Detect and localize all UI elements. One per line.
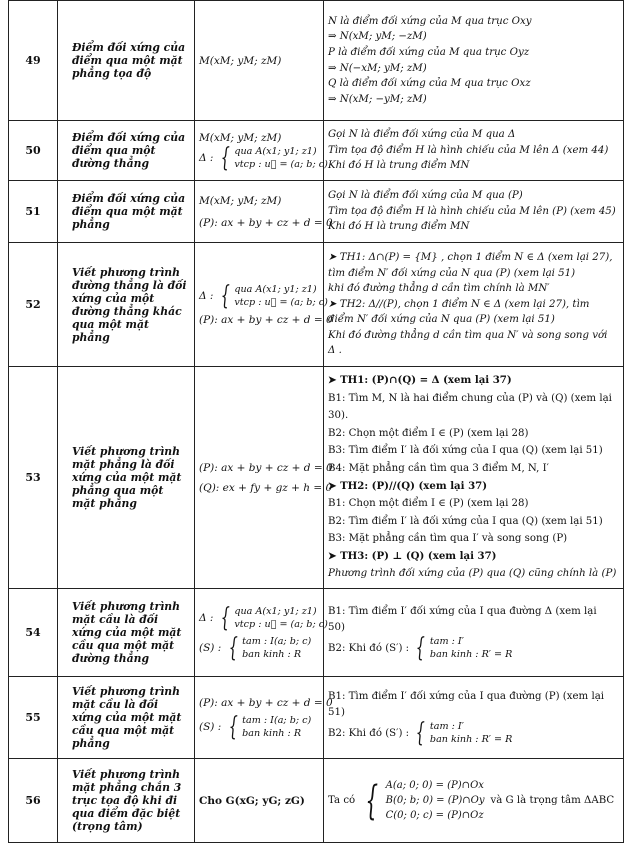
system-line: qua A(x1; y1; z1): [234, 283, 317, 295]
detail-line: Q là điểm đối xứng của M qua trục Oxz: [328, 78, 531, 90]
system-line: qua A(x1; y1; z1): [234, 605, 317, 617]
system-line: ban kinh : R′ = R: [429, 649, 513, 661]
row-detail: [324, 367, 624, 589]
detail-line: B2: Khi đó (S′) :: [328, 643, 410, 655]
system-line: vtcp : u⃗ = (a; b; c): [234, 158, 328, 170]
case-heading: ➤ TH1: (P)∩(Q) = Δ (xem lại 37): [328, 373, 512, 386]
row-detail: [324, 759, 624, 843]
system-line: ban kinh : R: [242, 727, 302, 739]
row-title: Điểm đối xứng của điểm qua một mặt phẳng tọa độ: [58, 1, 195, 121]
row-title: Viết phương trình đường thẳng là đối xứng của một đường thẳng khác qua một mặt phẳng: [58, 243, 195, 367]
brace-icon: {: [365, 777, 379, 824]
row-number: 49: [9, 1, 58, 121]
detail-line: điểm N′ đối xứng của N qua (P) (xem lại 51): [328, 314, 555, 326]
row-detail: [324, 677, 624, 759]
detail-line: 30).: [328, 410, 349, 422]
detail-prefix: Ta có: [328, 794, 356, 806]
table-row: [9, 759, 624, 843]
row-condition: [195, 243, 333, 367]
detail-line: Khi đó H là trung điểm MN: [328, 221, 470, 233]
row-number: 52: [9, 243, 58, 367]
detail-line: Phương trình đối xứng của (P) qua (Q) cũng chính là (P): [328, 568, 617, 580]
table-row: [9, 243, 624, 367]
condition-label: Δ :: [199, 611, 214, 624]
table-row: [9, 589, 624, 677]
row-detail: [324, 181, 624, 243]
table-row: [9, 1, 624, 121]
detail-line: N là điểm đối xứng của M qua trục Oxy: [328, 15, 532, 27]
system-line: tam : I(a; b; c): [242, 714, 312, 726]
condition-label: (S) :: [199, 641, 222, 654]
detail-line: B2: Khi đó (S′) :: [328, 728, 410, 740]
row-number: 50: [9, 121, 58, 181]
condition-plane: (P): ax + by + cz + d = 0: [199, 461, 333, 474]
table-row: [9, 121, 624, 181]
condition-label: (S) :: [199, 720, 222, 733]
detail-line: B1: Tìm điểm I′ đối xứng của I qua đường (P) (xem lại: [328, 690, 605, 702]
row-title: Viết phương trình mặt phẳng chắn 3 trục tọa độ khi đi qua điểm đặc biệt (trọng tâm): [58, 759, 195, 843]
row-number: 53: [9, 367, 58, 589]
detail-line: B4: Mặt phẳng cần tìm qua 3 điểm M, N, I′: [328, 462, 549, 474]
detail-line: 51): [328, 706, 345, 718]
detail-line: Δ .: [328, 345, 342, 357]
detail-line: ⇒ N(xM; yM; −zM): [328, 31, 427, 43]
system-line: ban kinh : R′ = R: [429, 734, 513, 746]
detail-line: Gọi N là điểm đối xứng của M qua (P): [328, 190, 523, 202]
system-line: tam : I′: [429, 721, 464, 733]
detail-line: B3: Tìm điểm I′ là đối xứng của I qua (Q) (xem lại 51): [328, 445, 603, 457]
detail-line: tìm điểm N′ đối xứng của N qua (P) (xem lại 51): [328, 267, 576, 279]
row-title: Viết phương trình mặt cầu là đối xứng của một mặt cầu qua một mặt đường thẳng: [58, 589, 195, 677]
row-condition: M(xM; yM; zM): [195, 1, 324, 121]
row-detail: [324, 121, 624, 181]
detail-line: Gọi N là điểm đối xứng của M qua Δ: [328, 129, 516, 141]
row-number: 54: [9, 589, 58, 677]
system-line: vtcp : u⃗ = (a; b; c): [234, 618, 328, 630]
detail-line: Khi đó H là trung điểm MN: [328, 160, 470, 172]
detail-line: ⇒ N(−xM; yM; zM): [328, 62, 427, 74]
detail-line: Tìm tọa độ điểm H là hình chiếu của M lên (P) (xem 45): [328, 205, 616, 217]
detail-line: B1: Chọn một điểm I ∈ (P) (xem lại 28): [328, 498, 529, 510]
brace-icon: {: [220, 142, 230, 173]
system-line: ban kinh : R: [242, 648, 302, 660]
condition-label: Δ :: [199, 289, 214, 302]
row-number: 56: [9, 759, 58, 843]
table-row: [9, 367, 624, 589]
system-line: vtcp : u⃗ = (a; b; c): [234, 296, 328, 308]
detail-line: B1: Tìm điểm I′ đối xứng của I qua đường Δ (xem lại: [328, 605, 597, 617]
table-row: [9, 181, 624, 243]
row-detail: [324, 243, 624, 367]
row-title: Viết phương trình mặt phẳng là đối xứng của một mặt phẳng qua một mặt phẳng: [58, 367, 195, 589]
detail-suffix: và G là trọng tâm ΔABC: [490, 794, 615, 806]
system-line: tam : I′: [429, 636, 464, 648]
system-line: B(0; b; 0) = (P)∩Oy: [385, 795, 485, 806]
formula-table: [8, 0, 624, 843]
row-title: Điểm đối xứng của điểm qua một mặt phẳng: [58, 181, 195, 243]
case-heading: ➤ TH3: (P) ⊥ (Q) (xem lại 37): [328, 549, 497, 562]
row-number: 51: [9, 181, 58, 243]
system-line: tam : I(a; b; c): [242, 635, 312, 647]
detail-line: ➤ TH1: Δ∩(P) = {M} , chọn 1 điểm N ∈ Δ (xem lại 27),: [328, 251, 613, 263]
case-heading: ➤ TH2: (P)//(Q) (xem lại 37): [328, 479, 488, 492]
detail-line: 50): [328, 621, 345, 633]
detail-line: B3: Mặt phẳng cần tìm qua I′ và song song (P): [328, 533, 568, 545]
row-detail: [324, 1, 624, 121]
system-line: C(0; 0; c) = (P)∩Oz: [385, 810, 484, 821]
row-number: 55: [9, 677, 58, 759]
table-row: [9, 677, 624, 759]
row-title: Điểm đối xứng của điểm qua một đường thẳng: [58, 121, 195, 181]
condition-plane: (P): ax + by + cz + d = 0: [199, 696, 333, 709]
condition-plane: (P): ax + by + cz + d = 0: [199, 313, 333, 326]
row-condition: [195, 367, 333, 589]
row-condition: [195, 677, 333, 759]
row-detail: [324, 589, 624, 677]
brace-icon: {: [220, 602, 230, 633]
condition-point: M(xM; yM; zM): [199, 194, 282, 207]
row-condition: Cho G(xG; yG; zG): [195, 759, 324, 843]
system-line: qua A(x1; y1; z1): [234, 145, 317, 157]
detail-line: khi đó đường thẳng d cần tìm chính là MN′: [328, 283, 550, 295]
detail-line: Tìm tọa độ điểm H là hình chiếu của M lên Δ (xem 44): [328, 144, 609, 156]
condition-label: Δ :: [199, 151, 214, 164]
brace-icon: {: [228, 632, 238, 663]
detail-line: B2: Chọn một điểm I ∈ (P) (xem lại 28): [328, 427, 529, 439]
detail-line: ➤ TH2: Δ//(P), chọn 1 điểm N ∈ Δ (xem lại 27), tìm: [328, 298, 590, 310]
condition-point: M(xM; yM; zM): [199, 131, 282, 144]
row-condition: [195, 589, 328, 677]
detail-line: B1: Tìm M, N là hai điểm chung của (P) và (Q) (xem lại: [328, 392, 612, 404]
detail-line: B2: Tìm điểm I′ là đối xứng của I qua (Q) (xem lại 51): [328, 515, 603, 527]
condition-plane: (Q): ex + fy + gz + h = 0: [199, 481, 333, 494]
detail-line: P là điểm đối xứng của M qua trục Oyz: [328, 46, 530, 58]
row-title: Viết phương trình mặt cầu là đối xứng của một mặt cầu qua một mặt phẳng: [58, 677, 195, 759]
condition-plane: (P): ax + by + cz + d = 0: [199, 216, 333, 229]
brace-icon: {: [220, 280, 230, 311]
row-condition: [195, 121, 328, 181]
detail-line: ⇒ N(xM; −yM; zM): [328, 93, 427, 105]
detail-line: Khi đó đường thẳng d cần tìm qua N′ và song song với: [328, 329, 608, 341]
system-line: A(a; 0; 0) = (P)∩Ox: [385, 780, 484, 791]
brace-icon: {: [416, 718, 426, 749]
brace-icon: {: [228, 711, 238, 742]
row-condition: [195, 181, 333, 243]
brace-icon: {: [416, 633, 426, 664]
